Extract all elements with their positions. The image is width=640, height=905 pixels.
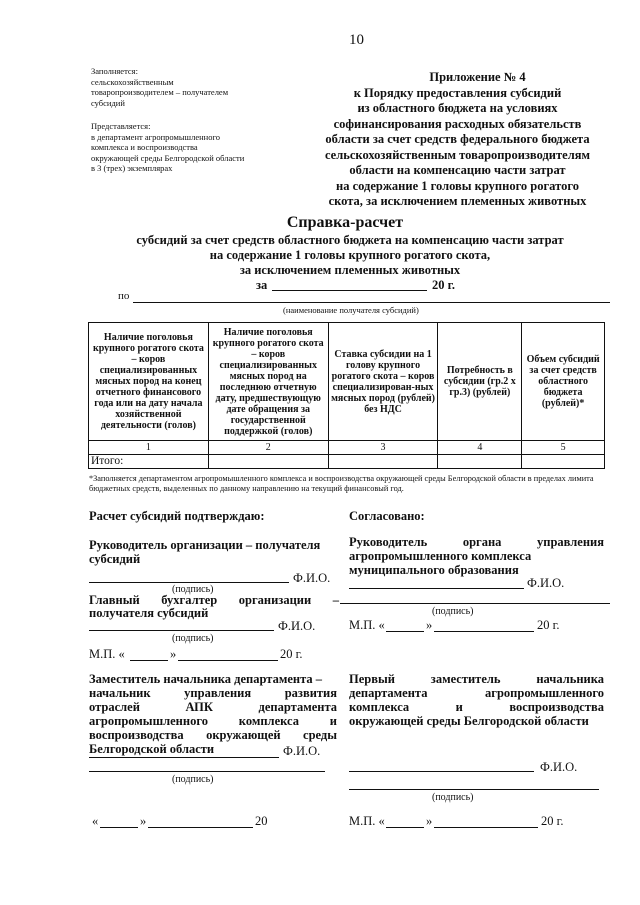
municipal-head-line: агропромышленного комплекса (349, 549, 532, 563)
note-line: в департамент агропромышленного (91, 131, 220, 142)
po-label: по (118, 290, 130, 302)
left-mp-close: » (170, 647, 177, 661)
accountant-line-1 (89, 593, 339, 607)
right-month-field[interactable] (434, 631, 534, 632)
municipal-fio: Ф.И.О. (527, 576, 565, 590)
note-line: окружающей среды Белгородской области (91, 152, 245, 163)
left-mp-year: 20 г. (280, 647, 303, 661)
note-line: Заполняется: (91, 66, 138, 76)
accountant-fio: Ф.И.О. (278, 619, 316, 633)
accountant-podpis: (подпись) (172, 633, 214, 644)
col-number: 5 (522, 441, 605, 455)
total-label: Итого: (89, 455, 209, 469)
subsidy-table (88, 322, 605, 469)
left-mp-label: М.П. « (89, 647, 125, 661)
col-number: 2 (208, 441, 328, 455)
first-deputy-line: департамента агропромышленного (349, 686, 604, 700)
note-line: в 3 (трех) экземплярах (91, 163, 173, 173)
deputy-fio: Ф.И.О. (283, 744, 321, 758)
deputy-line: отраслей АПК департамента (89, 700, 337, 714)
first-deputy-mp-close: » (426, 814, 433, 828)
appendix-line: сельскохозяйственным товаропроизводителям (324, 147, 590, 162)
col-number: 3 (328, 441, 438, 455)
appendix-line: на содержание 1 головы крупного рогатого (336, 178, 579, 193)
table-number-row (89, 441, 605, 455)
accountant-word: организации (238, 593, 312, 607)
appendix-line: к Порядку предоставления субсидий (353, 85, 562, 100)
deputy-line: Белгородской области (89, 742, 215, 756)
col-number: 4 (438, 441, 522, 455)
appendix-line: области на компенсацию части затрат (349, 163, 566, 177)
head-fio: Ф.И.О. (293, 571, 331, 585)
deputy-line: начальник управления развития (89, 686, 337, 700)
appendix-line: софинансирования расходных обязательств (333, 116, 582, 131)
municipal-head-line: Руководитель органа управления (349, 535, 604, 549)
period-year: 20 г. (432, 278, 456, 292)
appendix-block (300, 70, 615, 210)
agreed-label: Согласовано: (349, 509, 425, 523)
filled-by-note (91, 66, 291, 108)
deputy-signature-line-2[interactable] (89, 771, 325, 772)
header-col-3: Ставка субсидии на 1 голову крупного рогатого скота – коров специализирован-ных мясных пород (рублей) без НДС (328, 323, 438, 441)
accountant-word: бухгалтер (161, 593, 218, 607)
col-number: 1 (89, 441, 209, 455)
header-col-2: Наличие поголовья крупного рогатого скота – коров специализированных мясных пород на последнюю отчетную дату, предшествующую дате обращения за государственной поддержкой (голов) (208, 323, 328, 441)
subtitle-line: за исключением племенных животных (239, 263, 461, 277)
municipal-podpis: (подпись) (432, 606, 474, 617)
first-deputy-line: комплекса и воспроизводства (349, 700, 604, 714)
municipal-head-title (349, 535, 604, 577)
accountant-line-2: получателя субсидий (89, 606, 209, 620)
confirm-label: Расчет субсидий подтверждаю: (89, 509, 265, 523)
head-signature-line[interactable] (89, 582, 289, 583)
municipal-head-line: муниципального образования (349, 563, 519, 577)
municipal-signature-line-2[interactable] (340, 603, 610, 604)
appendix-line: области за счет средств федерального бюджета (325, 132, 590, 146)
note-line: товаропроизводителем – получателем (91, 87, 229, 97)
first-deputy-title (349, 672, 604, 728)
deputy-line: Заместитель начальника департамента – (89, 672, 323, 686)
deputy-month-field[interactable] (148, 827, 253, 828)
right-day-field[interactable] (386, 631, 424, 632)
appendix-line: из областного бюджета на условиях (357, 101, 558, 115)
doc-title: Справка-расчет (286, 214, 404, 231)
right-mp-year: 20 г. (537, 618, 560, 632)
deputy-podpis: (подпись) (172, 774, 214, 785)
head-org-title: Руководитель организации – получателя субсидий (89, 538, 321, 566)
note-line: комплекса и воспроизводства (91, 142, 198, 152)
first-deputy-signature-line-2[interactable] (349, 789, 599, 790)
header-col-1: Наличие поголовья крупного рогатого скота – коров специализированных мясных пород на конец отчетного финансового года или на дату начала хозяйственной деятельности (голов) (89, 323, 209, 441)
submitted-to-note (91, 121, 301, 174)
deputy-line: воспроизводства окружающей среды (89, 728, 337, 742)
municipal-signature-line[interactable] (349, 588, 524, 589)
page-number: 10 (349, 32, 364, 48)
doc-subtitle (90, 233, 610, 278)
right-mp-label: М.П. « (349, 618, 385, 632)
deputy-signature-line[interactable] (89, 757, 279, 758)
total-cell[interactable] (438, 455, 522, 469)
header-col-4: Потребность в субсидии (гр.2 х гр.3) (рублей) (438, 323, 522, 441)
deputy-line: агропромышленного комплекса и (89, 714, 337, 728)
first-deputy-podpis: (подпись) (432, 792, 474, 803)
total-cell[interactable] (522, 455, 605, 469)
left-month-field[interactable] (178, 660, 278, 661)
note-line: Представляется: (91, 121, 151, 131)
period-label: за (256, 278, 268, 292)
first-deputy-mp-label: М.П. « (349, 814, 385, 828)
first-deputy-signature-line[interactable] (349, 771, 534, 772)
deputy-q-close: » (140, 814, 147, 828)
first-deputy-fio: Ф.И.О. (540, 760, 578, 774)
head-podpis: (подпись) (172, 584, 214, 595)
first-deputy-day-field[interactable] (386, 827, 424, 828)
right-mp-close: » (426, 618, 433, 632)
subtitle-line: на содержание 1 головы крупного рогатого скота, (209, 248, 491, 262)
header-col-5: Объем субсидий за счет средств областного бюджета (рублей)* (522, 323, 605, 441)
deputy-q-open: « (92, 814, 99, 828)
recipient-field[interactable] (133, 302, 610, 303)
first-deputy-month-field[interactable] (434, 827, 538, 828)
appendix-line: скота, за исключением племенных животных (328, 194, 587, 208)
total-cell[interactable] (328, 455, 438, 469)
first-deputy-line: Первый заместитель начальника (349, 672, 604, 686)
total-cell[interactable] (208, 455, 328, 469)
accountant-signature-line[interactable] (89, 630, 274, 631)
table-header-row (89, 323, 605, 441)
period-field[interactable] (272, 290, 427, 291)
subtitle-line: субсидий за счет средств областного бюджета на компенсацию части затрат (136, 233, 564, 247)
accountant-word: – (332, 593, 339, 607)
appendix-title: Приложение № 4 (429, 70, 526, 84)
recipient-caption: (наименование получателя субсидий) (283, 305, 419, 315)
first-deputy-year: 20 г. (541, 814, 564, 828)
left-day-field[interactable] (130, 660, 168, 661)
deputy-day-field[interactable] (100, 827, 138, 828)
note-line: сельскохозяйственным (91, 76, 174, 87)
table-total-row (89, 455, 605, 469)
accountant-word: Главный (89, 593, 140, 607)
footnote: *Заполняется департаментом агропромышленного комплекса и воспроизводства окружающей среды Белгородской области в пределах лимита бюджетных средств, выделенных по данному направлению на текущий финансовый год. (89, 474, 594, 493)
first-deputy-line: окружающей среды Белгородской области (349, 714, 589, 728)
note-line: субсидий (91, 97, 125, 108)
deputy-year: 20 (255, 814, 268, 828)
